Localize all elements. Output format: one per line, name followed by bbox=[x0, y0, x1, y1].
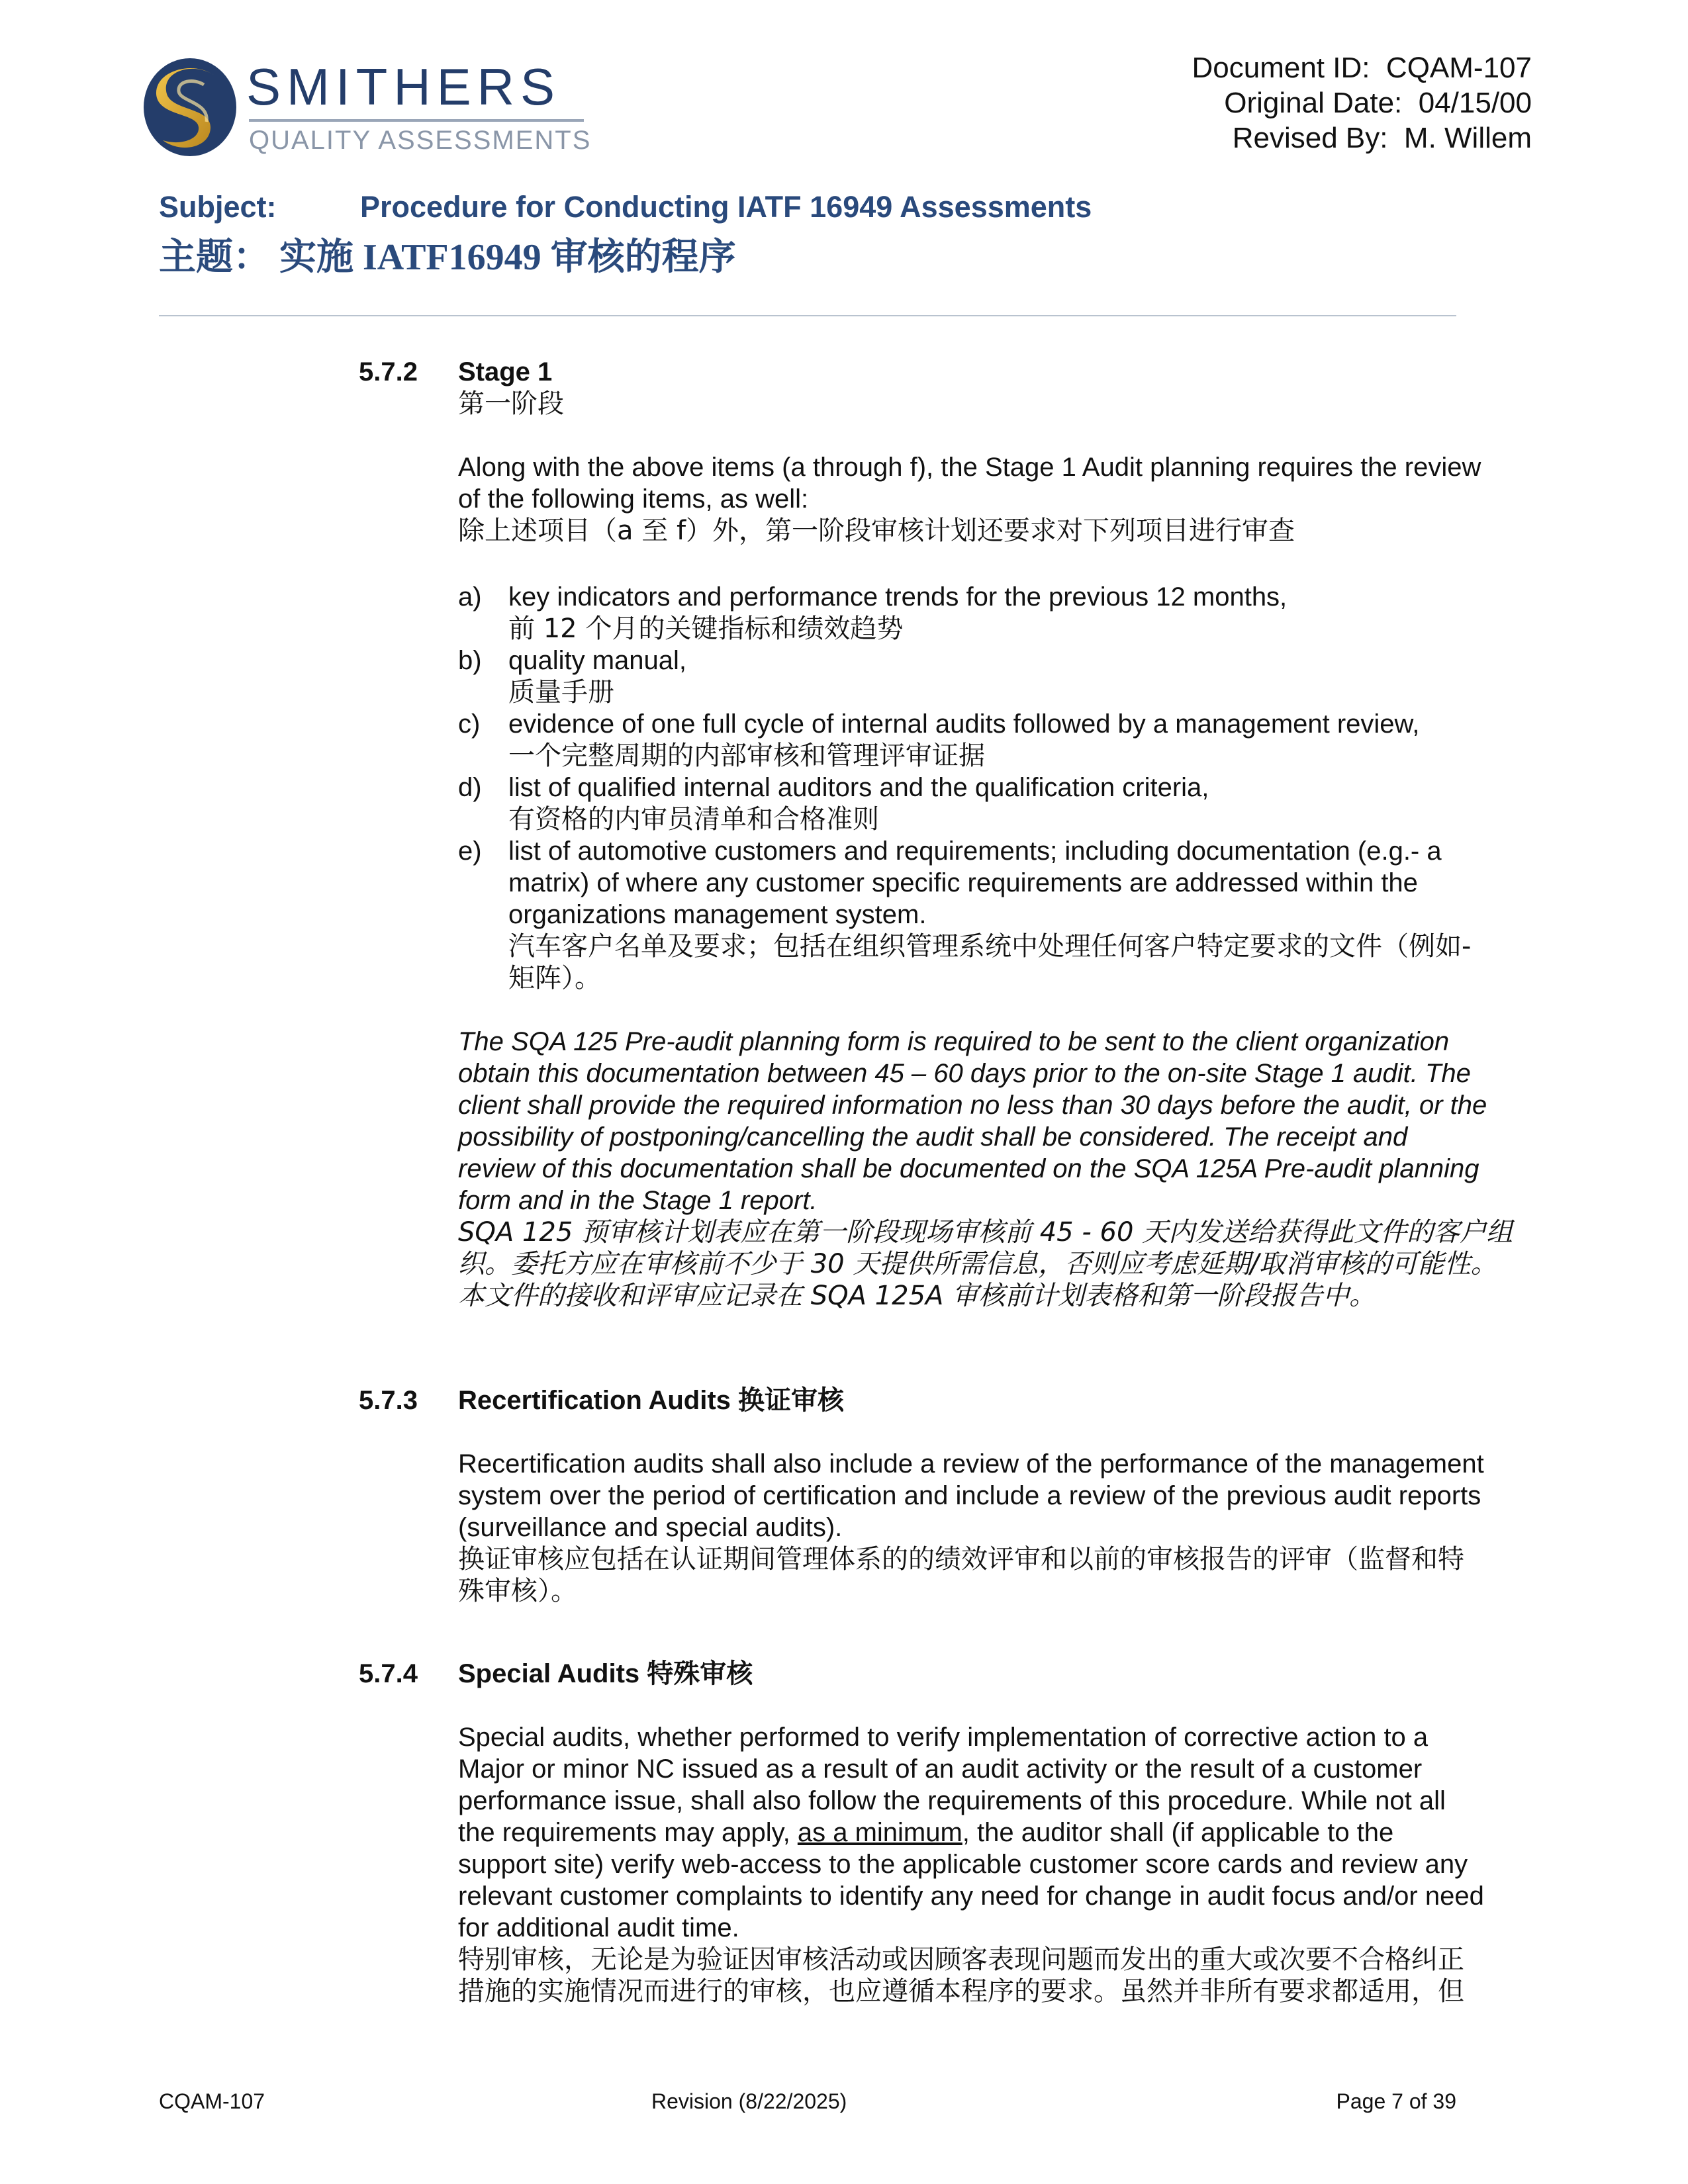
footer-doc-id: CQAM-107 bbox=[159, 2089, 265, 2113]
list-item bbox=[458, 835, 1550, 994]
paragraph-line: Along with the above items (a through f), the Stage 1 Audit planning requires the review bbox=[458, 453, 1481, 482]
list-item-text: list of qualified internal auditors and the qualification criteria, bbox=[508, 773, 1209, 802]
paragraph-line: of the following items, as well: bbox=[458, 484, 809, 514]
list-marker: b) bbox=[458, 646, 482, 675]
list-item-chinese: 矩阵）。 bbox=[508, 963, 601, 993]
subject-title-chinese: 主题： 实施 IATF16949 审核的程序 bbox=[159, 237, 736, 278]
section-number: 5.7.4 bbox=[359, 1659, 418, 1688]
paragraph-line-chinese: 除上述项目（a 至 f）外，第一阶段审核计划还要求对下列项目进行审查 bbox=[458, 516, 1295, 546]
header-divider bbox=[159, 315, 1456, 316]
section-heading: Recertification Audits 换证审核 bbox=[458, 1386, 845, 1415]
note-line-chinese: 本文件的接收和评审应记录在 SQA 125A 审核前计划表格和第一阶段报告中。 bbox=[458, 1281, 1376, 1311]
paragraph-line-chinese: 特别审核，无论是为验证因审核活动或因顾客表现问题而发出的重大或次要不合格纠正 bbox=[458, 1944, 1464, 1975]
note-line: review of this documentation shall be documented on the SQA 125A Pre-audit planning bbox=[458, 1154, 1479, 1183]
note-line: obtain this documentation between 45 – 60 days prior to the on-site Stage 1 audit. The bbox=[458, 1059, 1471, 1088]
paragraph-line: relevant customer complaints to identify any need for change in audit focus and/or need bbox=[458, 1882, 1484, 1911]
list-item-text: list of automotive customers and requirements; including documentation (e.g.- a bbox=[508, 837, 1442, 866]
list-item bbox=[458, 708, 1550, 772]
paragraph-line: Special audits, whether performed to verify implementation of corrective action to a bbox=[458, 1723, 1429, 1752]
paragraph-line: support site) verify web-access to the applicable customer score cards and review any bbox=[458, 1850, 1468, 1879]
list-item-chinese: 汽车客户名单及要求；包括在组织管理系统中处理任何客户特定要求的文件（例如- bbox=[508, 931, 1472, 962]
revised-by: Revised By: M. Willem bbox=[1232, 122, 1532, 154]
section-5-7-3 bbox=[458, 1385, 1550, 1607]
list-item-chinese: 质量手册 bbox=[508, 677, 614, 707]
section-number: 5.7.3 bbox=[359, 1386, 418, 1415]
subject-label: Subject: bbox=[159, 190, 277, 224]
note-line: client shall provide the required information no less than 30 days before the audit, or the bbox=[458, 1091, 1487, 1120]
note-line: possibility of postponing/cancelling the audit shall be considered. The receipt and bbox=[458, 1122, 1408, 1152]
text-run: , the auditor shall (if applicable to the bbox=[962, 1818, 1394, 1847]
paragraph-line: system over the period of certification and include a review of the previous audit reports bbox=[458, 1481, 1481, 1510]
paragraph-line: for additional audit time. bbox=[458, 1913, 739, 1942]
list-marker: c) bbox=[458, 709, 481, 739]
paragraph-line-chinese: 殊审核）。 bbox=[458, 1576, 577, 1606]
note-line: The SQA 125 Pre-audit planning form is required to be sent to the client organization bbox=[458, 1027, 1450, 1056]
paragraph-line-chinese: 换证审核应包括在认证期间管理体系的的绩效评审和以前的审核报告的评审（监督和特 bbox=[458, 1544, 1464, 1574]
section-5-7-4 bbox=[458, 1658, 1550, 2007]
smithers-logo bbox=[140, 56, 590, 159]
list-marker: e) bbox=[458, 837, 482, 866]
document-meta bbox=[1192, 50, 1532, 156]
list-item-chinese: 有资格的内审员清单和合格准则 bbox=[508, 804, 879, 835]
section-heading: Stage 1 bbox=[458, 357, 553, 387]
subject-title: Procedure for Conducting IATF 16949 Assessments bbox=[360, 190, 1092, 224]
list-item bbox=[458, 645, 1550, 708]
document-id: Document ID: CQAM-107 bbox=[1192, 52, 1532, 84]
section-heading: Special Audits 特殊审核 bbox=[458, 1659, 753, 1688]
logo-subtitle: QUALITY ASSESSMENTS bbox=[249, 126, 592, 155]
paragraph-line: Recertification audits shall also include a review of the performance of the management bbox=[458, 1449, 1484, 1479]
note-line: form and in the Stage 1 report. bbox=[458, 1186, 818, 1215]
underlined-text: as a minimum bbox=[797, 1818, 962, 1847]
list-marker: a) bbox=[458, 582, 482, 612]
list-item bbox=[458, 581, 1550, 645]
list-item-text: evidence of one full cycle of internal audits followed by a management review, bbox=[508, 709, 1420, 739]
list-item-chinese: 一个完整周期的内部审核和管理评审证据 bbox=[508, 741, 985, 771]
list-marker: d) bbox=[458, 773, 482, 802]
section-number: 5.7.2 bbox=[359, 357, 418, 387]
list-item-text: key indicators and performance trends for the previous 12 months, bbox=[508, 582, 1288, 612]
paragraph-line bbox=[458, 1817, 1550, 1848]
list-item-text: matrix) of where any customer specific requirements are addressed within the bbox=[508, 868, 1418, 897]
logo-wordmark: SMITHERS bbox=[246, 58, 561, 116]
original-date: Original Date: 04/15/00 bbox=[1224, 87, 1532, 119]
list-item bbox=[458, 772, 1550, 835]
section-heading-chinese: 第一阶段 bbox=[458, 388, 564, 419]
subject-line bbox=[159, 190, 1092, 224]
note-paragraph bbox=[458, 1026, 1550, 1312]
text-run: the requirements may apply, bbox=[458, 1818, 798, 1847]
paragraph-line: performance issue, shall also follow the requirements of this procedure. While not all bbox=[458, 1786, 1446, 1815]
paragraph-line-chinese: 措施的实施情况而进行的审核，也应遵循本程序的要求。虽然并非所有要求都适用，但 bbox=[458, 1976, 1464, 2007]
footer-page-number: Page 7 of 39 bbox=[1336, 2089, 1456, 2113]
list-item-chinese: 前 12 个月的关键指标和绩效趋势 bbox=[508, 614, 904, 644]
logo-mark-icon bbox=[140, 56, 240, 159]
footer-revision: Revision (8/22/2025) bbox=[651, 2089, 847, 2113]
section-5-7-2 bbox=[458, 356, 1550, 1312]
note-line-chinese: 织。委托方应在审核前不少于 30 天提供所需信息，否则应考虑延期/取消审核的可能性。 bbox=[458, 1249, 1497, 1279]
list-item-text: organizations management system. bbox=[508, 900, 927, 929]
note-line-chinese: SQA 125 预审核计划表应在第一阶段现场审核前 45 - 60 天内发送给获得此文件的客户组 bbox=[458, 1217, 1513, 1248]
list-item-text: quality manual, bbox=[508, 646, 687, 675]
paragraph-line: (surveillance and special audits). bbox=[458, 1513, 843, 1542]
logo-divider bbox=[249, 119, 584, 122]
paragraph-line: Major or minor NC issued as a result of an audit activity or the result of a customer bbox=[458, 1754, 1423, 1784]
